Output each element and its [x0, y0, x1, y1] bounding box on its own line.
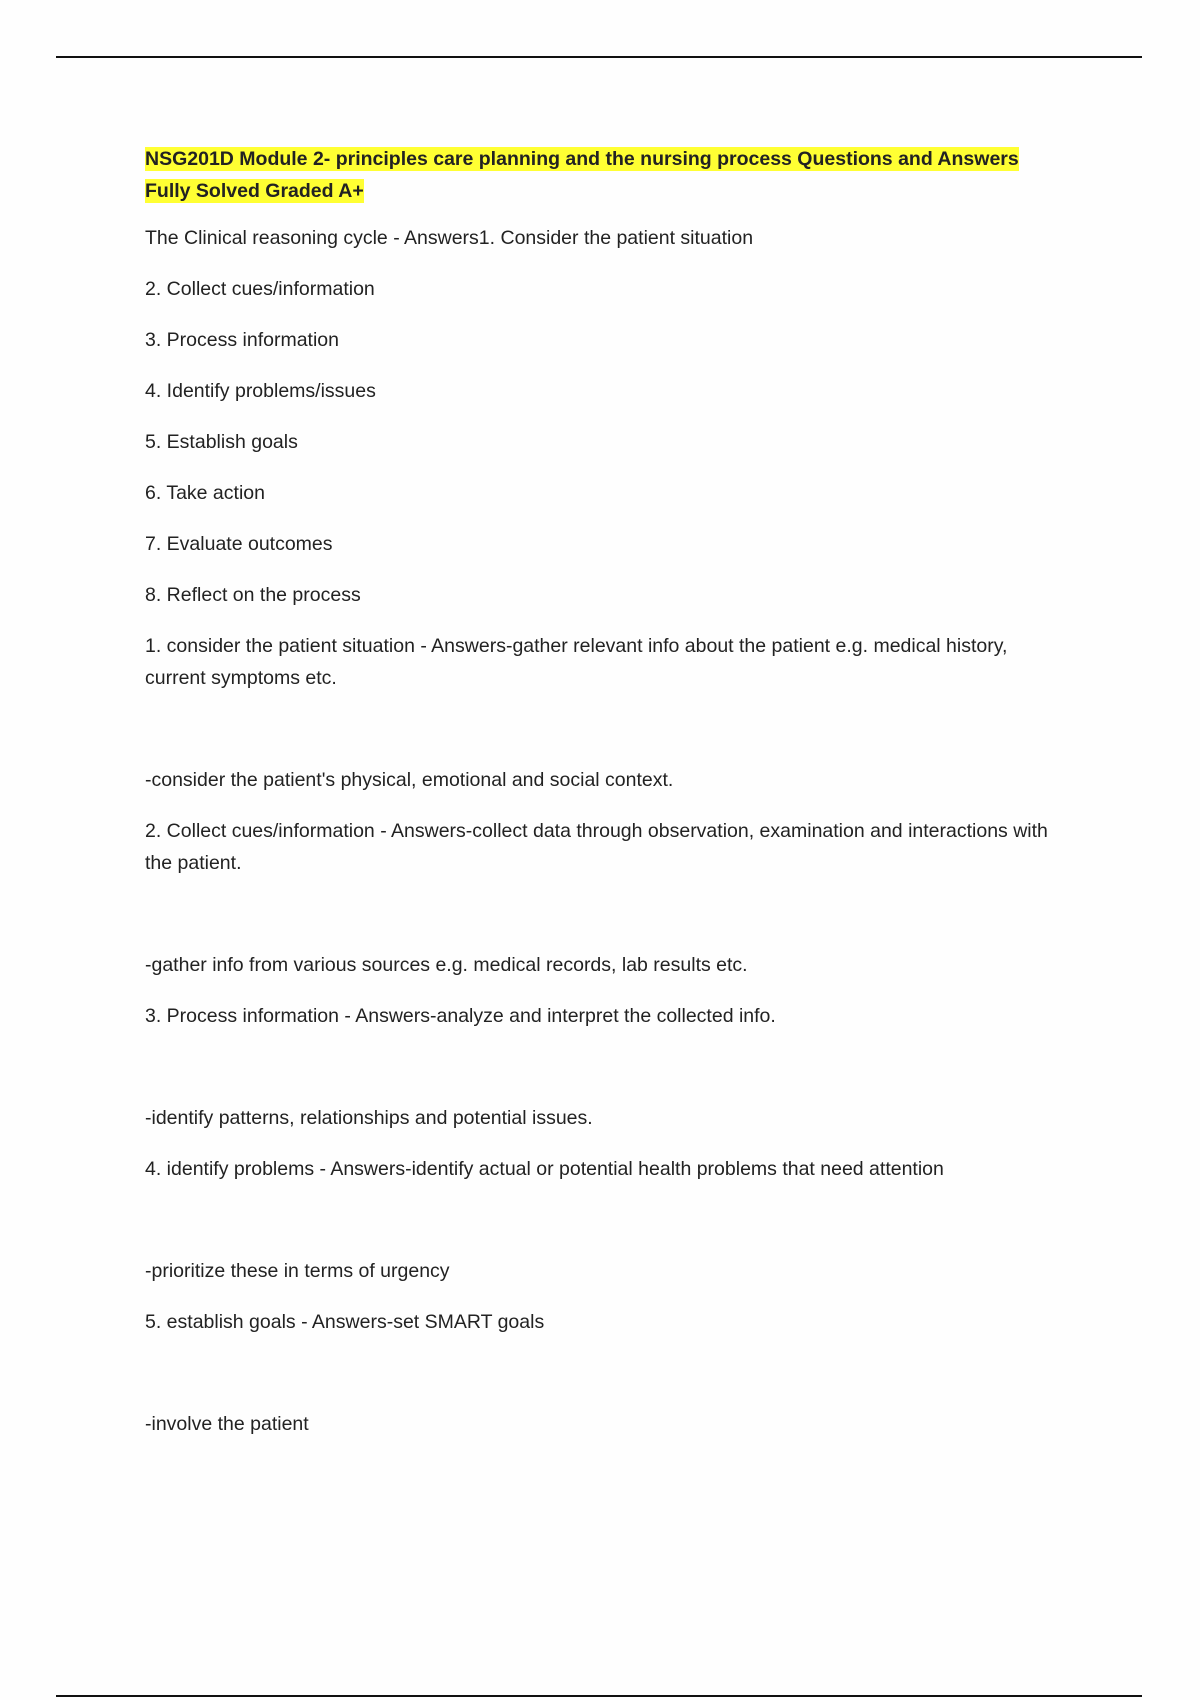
paragraph: 7. Evaluate outcomes	[145, 533, 333, 555]
paragraph: The Clinical reasoning cycle - Answers1. Consider the patient situation	[145, 227, 754, 249]
paragraph: -involve the patient	[145, 1413, 309, 1435]
paragraph: 6. Take action	[145, 482, 265, 504]
blank-line	[145, 1357, 1065, 1408]
paragraph: 2. Collect cues/information	[145, 278, 375, 300]
paragraph: 5. establish goals - Answers-set SMART goals	[145, 1311, 545, 1333]
top-rule	[56, 56, 1142, 58]
paragraph: -identify patterns, relationships and potential issues.	[145, 1107, 593, 1129]
document-title	[145, 143, 1065, 207]
blank-line	[145, 1204, 1065, 1255]
document-body	[145, 143, 1065, 1459]
paragraph: 3. Process information - Answers-analyze and interpret the collected info.	[145, 1005, 776, 1027]
paragraph: 8. Reflect on the process	[145, 584, 361, 606]
paragraph: -prioritize these in terms of urgency	[145, 1260, 450, 1282]
blank-line	[145, 898, 1065, 949]
blank-line	[145, 1051, 1065, 1102]
blank-line	[145, 713, 1065, 764]
paragraph: -consider the patient's physical, emotional and social context.	[145, 769, 674, 791]
paragraph: -gather info from various sources e.g. medical records, lab results etc.	[145, 954, 748, 976]
paragraph: 4. Identify problems/issues	[145, 380, 376, 402]
paragraph: 3. Process information	[145, 329, 340, 351]
paragraph: 2. Collect cues/information - Answers-collect data through observation, examination and interactions with the patient.	[145, 820, 1048, 874]
highlighted-title-text: NSG201D Module 2- principles care planning and the nursing process Questions and Answers Fully Solved Graded A+	[145, 148, 1019, 202]
bottom-rule	[56, 1695, 1142, 1697]
paragraph: 4. identify problems - Answers-identify actual or potential health problems that need attention	[145, 1158, 944, 1180]
paragraph: 5. Establish goals	[145, 431, 298, 453]
paragraph: 1. consider the patient situation - Answers-gather relevant info about the patient e.g. medical history, current symptoms etc.	[145, 635, 1008, 689]
